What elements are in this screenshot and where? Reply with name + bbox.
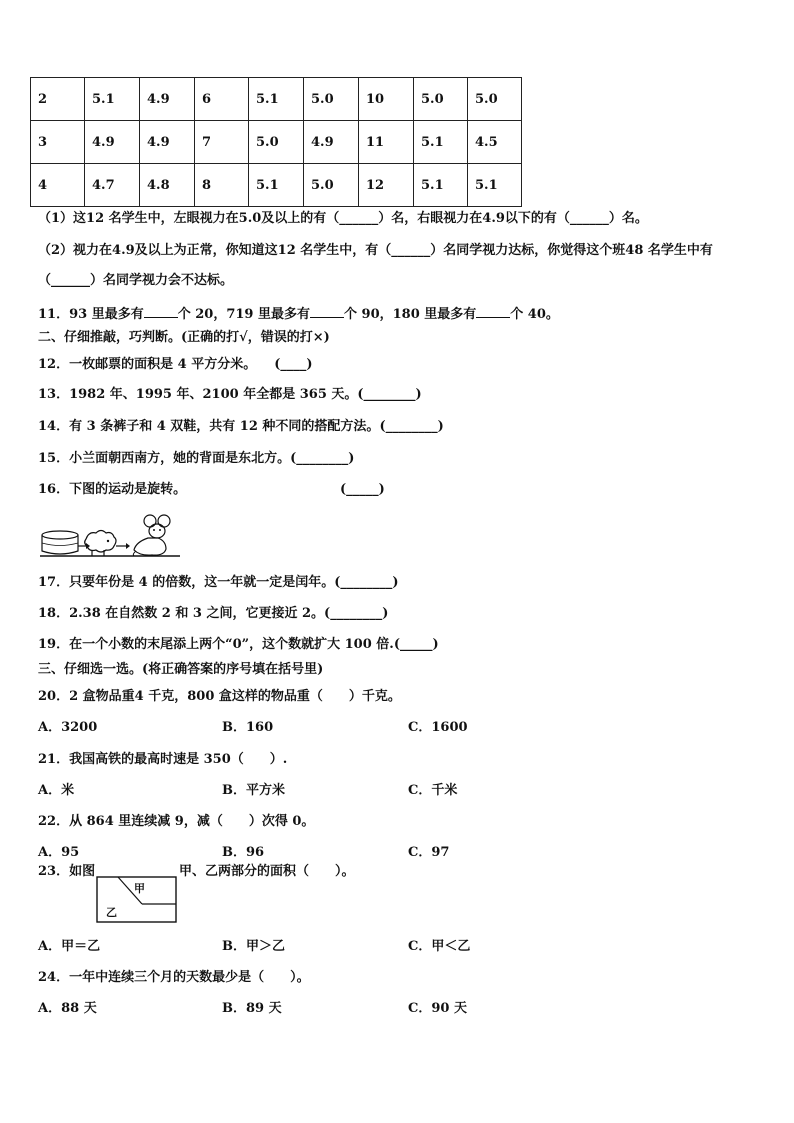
q11-blank-3[interactable] <box>476 305 510 318</box>
q20-option-b[interactable]: B．160 <box>222 720 274 735</box>
table-cell: 5.1 <box>414 121 468 164</box>
q23-prefix: 23．如图 <box>38 864 96 879</box>
table-cell: 4.9 <box>85 121 140 164</box>
section-3-heading: 三、仔细选一选。(将正确答案的序号填在括号里) <box>38 662 324 677</box>
table-cell: 4.9 <box>140 78 195 121</box>
q23-option-b[interactable]: B．甲＞乙 <box>222 939 285 954</box>
table-cell: 5.0 <box>414 78 468 121</box>
q16-motion-figure <box>40 513 180 559</box>
q11-part-a: 11．93 里最多有 <box>38 307 144 322</box>
q15 <box>38 451 354 467</box>
q19-answer-blank[interactable]: (_____) <box>393 637 439 652</box>
q21-option-c[interactable]: C．千米 <box>408 783 458 798</box>
table-cell: 8 <box>195 164 249 207</box>
q11 <box>38 305 559 323</box>
q16-answer-blank[interactable]: (_____) <box>340 482 385 497</box>
q23-label-jia: 甲 <box>134 882 145 895</box>
table-cell: 10 <box>359 78 414 121</box>
table-cell: 5.0 <box>468 78 522 121</box>
q12-answer-blank[interactable]: (____) <box>274 357 313 372</box>
q23-option-a[interactable]: A．甲＝乙 <box>38 939 101 954</box>
q19 <box>38 637 439 653</box>
table-cell: 12 <box>359 164 414 207</box>
q22-option-c[interactable]: C．97 <box>408 845 450 860</box>
table-cell: 4.7 <box>85 164 140 207</box>
table-row <box>31 121 522 164</box>
table-cell: 5.0 <box>249 121 304 164</box>
q11-blank-1[interactable] <box>144 305 178 318</box>
q11-blank-2[interactable] <box>310 305 344 318</box>
table-cell: 5.1 <box>85 78 140 121</box>
q20-option-c[interactable]: C．1600 <box>408 720 468 735</box>
table-row <box>31 78 522 121</box>
table-cell: 5.1 <box>249 78 304 121</box>
q17-text: 17．只要年份是 4 的倍数，这一年就一定是闰年。 <box>38 575 335 590</box>
q13-text: 13．1982 年、1995 年、2100 年全都是 365 天。 <box>38 387 358 402</box>
q23-option-c[interactable]: C．甲＜乙 <box>408 939 471 954</box>
q14-answer-blank[interactable]: (________) <box>379 419 444 434</box>
q23-label-yi: 乙 <box>106 906 117 919</box>
q11-part-c: 个 90，180 里最多有 <box>344 307 477 322</box>
table-cell: 5.0 <box>304 164 359 207</box>
q17 <box>38 575 399 591</box>
table-cell: 3 <box>31 121 85 164</box>
table-cell: 5.1 <box>414 164 468 207</box>
table-cell: 4.9 <box>304 121 359 164</box>
q16 <box>38 482 385 498</box>
q18-text: 18．2.38 在自然数 2 和 3 之间，它更接近 2。 <box>38 606 325 621</box>
q11-part-d: 个 40。 <box>510 307 559 322</box>
q16-text: 16．下图的运动是旋转。 <box>38 482 187 497</box>
table-cell: 6 <box>195 78 249 121</box>
q12 <box>38 357 313 373</box>
q18-answer-blank[interactable]: (________) <box>324 606 389 621</box>
q20-option-a[interactable]: A．3200 <box>38 720 98 735</box>
q13 <box>38 387 422 403</box>
q24-option-a[interactable]: A．88 天 <box>38 1001 97 1016</box>
table-cell: 5.1 <box>468 164 522 207</box>
q12-text: 12．一枚邮票的面积是 4 平方分米。 <box>38 357 257 372</box>
q15-answer-blank[interactable]: (________) <box>290 451 355 466</box>
vision-table-body <box>31 78 522 207</box>
table-cell: 4 <box>31 164 85 207</box>
q17-answer-blank[interactable]: (________) <box>334 575 399 590</box>
q19-text: 19．在一个小数的末尾添上两个“0”，这个数就扩大 100 倍. <box>38 637 394 652</box>
q10-part2-line2: （______）名同学视力会不达标。 <box>38 273 234 288</box>
q22-option-a[interactable]: A．95 <box>38 845 80 860</box>
table-cell: 7 <box>195 121 249 164</box>
q10-part2-line1: （2）视力在4.9及以上为正常，你知道这12 名学生中，有（______）名同学视力达标，你觉得这个班48 名学生中有 <box>38 243 713 258</box>
table-cell: 5.1 <box>249 164 304 207</box>
q15-text: 15．小兰面朝西南方，她的背面是东北方。 <box>38 451 291 466</box>
lamb-icon <box>85 531 116 557</box>
q14-text: 14．有 3 条裤子和 4 双鞋，共有 12 种不同的搭配方法。 <box>38 419 380 434</box>
q21-option-a[interactable]: A．米 <box>38 783 75 798</box>
q24-text: 24．一年中连续三个月的天数最少是（ ）。 <box>38 970 310 985</box>
q21-text: 21．我国高铁的最高时速是 350（ ）. <box>38 752 288 767</box>
q18 <box>38 606 388 622</box>
mouse-icon <box>133 515 170 556</box>
q23-text: 甲、乙两部分的面积（ ）。 <box>179 864 355 879</box>
table-cell: 11 <box>359 121 414 164</box>
q23-rectangle-figure <box>96 876 178 924</box>
q20-text: 20．2 盒物品重4 千克，800 盒这样的物品重（ ）千克。 <box>38 689 401 704</box>
table-row <box>31 164 522 207</box>
q22-text: 22．从 864 里连续减 9，减（ ）次得 0。 <box>38 814 315 829</box>
vision-table <box>30 77 522 207</box>
q11-part-b: 个 20，719 里最多有 <box>177 307 310 322</box>
q21-option-b[interactable]: B．平方米 <box>222 783 285 798</box>
table-cell: 5.0 <box>304 78 359 121</box>
q14 <box>38 419 444 435</box>
table-cell: 4.9 <box>140 121 195 164</box>
table-cell: 2 <box>31 78 85 121</box>
section-2-heading: 二、仔细推敲，巧判断。(正确的打√，错误的打×) <box>38 330 330 345</box>
cake-icon <box>42 531 78 554</box>
q24-option-c[interactable]: C．90 天 <box>408 1001 467 1016</box>
table-cell: 4.8 <box>140 164 195 207</box>
q24-option-b[interactable]: B．89 天 <box>222 1001 282 1016</box>
q22-option-b[interactable]: B．96 <box>222 845 265 860</box>
table-cell: 4.5 <box>468 121 522 164</box>
q13-answer-blank[interactable]: (________) <box>357 387 422 402</box>
q10-part1: （1）这12 名学生中，左眼视力在5.0及以上的有（______）名，右眼视力在4.9以下的有（______）名。 <box>38 211 648 226</box>
